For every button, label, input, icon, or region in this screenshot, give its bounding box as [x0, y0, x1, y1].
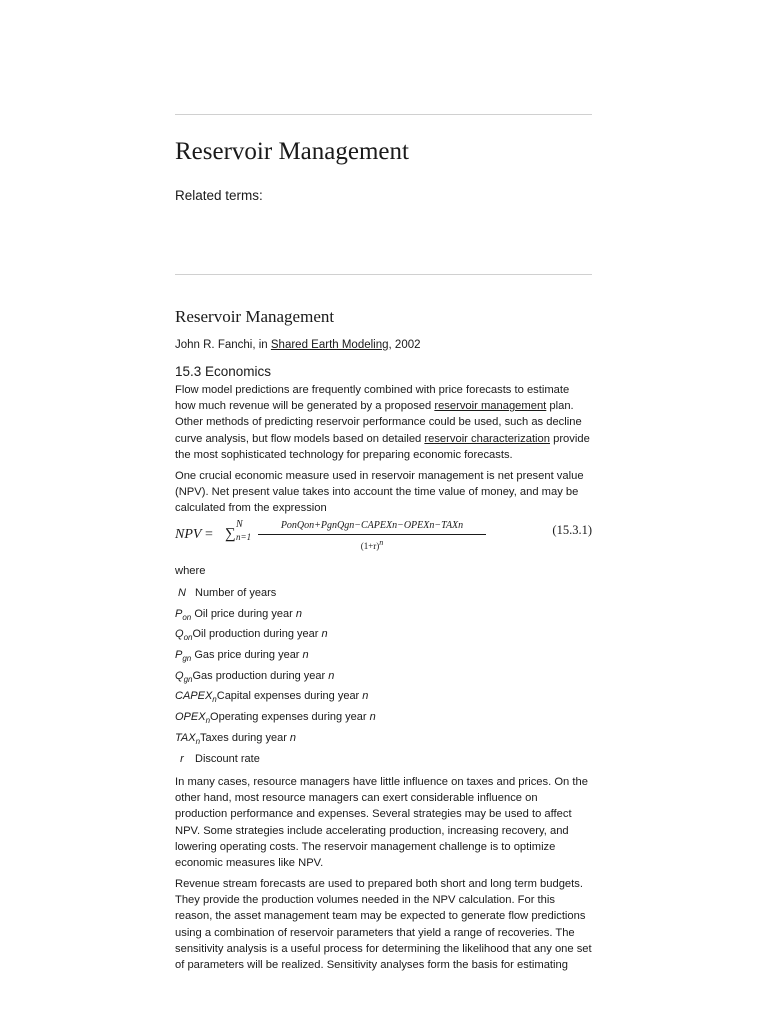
def-symbol: [175, 688, 217, 708]
p1-text-c: provide the most sophisticated technology for preparing economic forecasts.: [175, 432, 590, 461]
source-book-link[interactable]: Shared Earth Modeling: [270, 339, 389, 351]
def-description: Taxes during year: [200, 731, 290, 744]
def-subscript: n: [195, 737, 201, 746]
def-symbol-text: OPEX: [175, 711, 206, 724]
variable-definitions: [175, 585, 592, 771]
def-suffix: n: [362, 690, 369, 703]
summation-lower-limit: n=1: [236, 532, 252, 542]
def-subscript: on: [183, 633, 193, 643]
source-suffix: , 2002: [388, 339, 421, 351]
paragraph-4: Revenue stream forecasts are used to prepared both short and long term budgets. They provide the production volumes needed in the NPV calculation. For this reason, the asset management team may be expected to generate flow predictions using a combination of reservoir parameters that yield a range of recoveries. The sensitivity analysis is a useful process for determining the likelihood that any one set of parameters will be realized. Sensitivity analyses form the basis for estimating: [175, 878, 592, 972]
page-title: Reservoir Management: [175, 138, 409, 165]
source-citation: [175, 338, 592, 353]
definition-item: [175, 626, 592, 647]
def-subscript: n: [212, 695, 217, 705]
def-symbol: [175, 647, 191, 667]
source-prefix: John R. Fanchi, in: [175, 339, 271, 351]
def-symbol: [175, 668, 192, 688]
def-symbol-text: Q: [175, 669, 184, 682]
npv-equation: [175, 518, 592, 554]
reservoir-characterization-link[interactable]: reservoir characterization: [424, 432, 550, 445]
def-description: Discount rate: [195, 752, 260, 765]
def-symbol-text: Q: [175, 628, 184, 641]
paragraph-3: In many cases, resource managers have little influence on taxes and prices. On the other hand, most resource managers can exert considerable influence on production performance and expenses. Several strategies may be used to affect NPV. Some strategies include accelerating production, increasing recovery, and lowering operating costs. The reservoir management challenge is to optimize economic measures like NPV.: [175, 776, 588, 870]
summation-upper-limit: N: [236, 519, 243, 530]
def-subscript: on: [182, 612, 192, 622]
equation-denominator: [258, 537, 486, 552]
paragraph-1: [175, 382, 592, 463]
definition-item: [175, 688, 592, 709]
denominator-base: (1+r): [360, 541, 380, 551]
def-symbol-text: TAX: [175, 731, 196, 744]
def-symbol: [175, 730, 200, 750]
def-symbol: [175, 751, 189, 767]
def-description: Oil price during year: [194, 607, 296, 620]
def-suffix: n: [328, 669, 335, 682]
reservoir-management-link[interactable]: reservoir management: [434, 400, 547, 413]
def-description: Gas price during year: [194, 649, 303, 662]
def-symbol: [175, 709, 210, 729]
related-terms-label: Related terms:: [175, 188, 263, 203]
def-symbol-text: CAPEX: [175, 690, 213, 703]
def-description: Gas production during year: [192, 669, 329, 682]
definition-item: [175, 647, 592, 668]
def-symbol-text: P: [175, 649, 183, 662]
def-description: Number of years: [195, 587, 277, 599]
definition-item: [175, 606, 592, 627]
definition-item: [175, 709, 592, 730]
p1-text-a: Flow model predictions are frequently combined with price forecasts to estimate how much revenue will be generated by a proposed: [175, 384, 570, 413]
p1-text-b: plan. Other methods of predicting reservoir performance could be used, such as decline curve analysis, but flow models based on detailed: [175, 400, 582, 445]
summation-symbol: ∑: [225, 526, 236, 542]
def-description: Oil production during year: [192, 628, 322, 641]
section-title: Reservoir Management: [175, 307, 335, 326]
def-symbol-text: r: [180, 752, 184, 765]
equation-lhs: [175, 527, 213, 543]
def-symbol: [175, 606, 191, 626]
def-symbol-text: P: [175, 607, 183, 620]
definition-item: [175, 730, 592, 751]
def-suffix: n: [321, 628, 328, 641]
equation-equals: =: [201, 527, 213, 542]
paragraph-2: One crucial economic measure used in reservoir management is net present value (NPV). Net present value takes into account the time value of money, and may be calculated from the expression: [175, 470, 584, 515]
definition-item: [175, 751, 592, 772]
def-symbol: [175, 626, 192, 646]
def-description: Capital expenses during year: [216, 690, 363, 703]
def-subscript: n: [205, 716, 211, 726]
def-suffix: n: [295, 607, 302, 620]
equation-numerator: PonQon+PgnQgn−CAPEXn−OPEXn−TAXn: [280, 520, 464, 531]
def-description: Operating expenses during year: [210, 711, 370, 724]
denominator-exponent: n: [379, 538, 384, 547]
def-symbol: [175, 585, 189, 601]
def-suffix: n: [369, 711, 376, 724]
def-subscript: gn: [183, 674, 193, 684]
definition-item: [175, 668, 592, 689]
def-symbol-text: N: [178, 587, 186, 599]
where-label: where: [175, 565, 206, 577]
def-suffix: n: [289, 731, 297, 744]
def-suffix: n: [302, 649, 309, 662]
equation-lhs-symbol: NPV: [175, 527, 202, 542]
subsection-heading: 15.3 Economics: [175, 364, 272, 379]
equation-fraction: [258, 520, 486, 552]
def-subscript: gn: [182, 654, 192, 664]
fraction-bar: [258, 534, 486, 535]
definition-item: [175, 585, 592, 606]
equation-number: (15.3.1): [552, 523, 592, 537]
top-divider: [175, 114, 592, 115]
section-divider: [175, 274, 592, 275]
